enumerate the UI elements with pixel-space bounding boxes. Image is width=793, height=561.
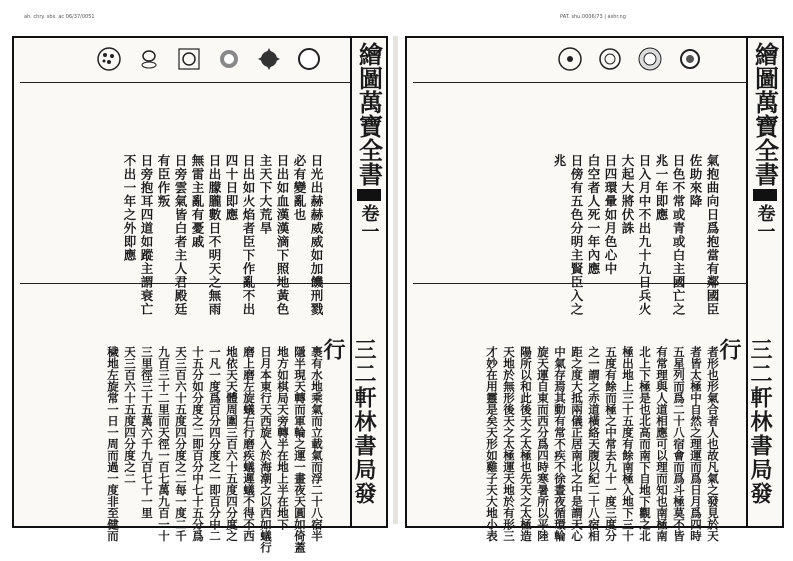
left-icon-row xyxy=(96,46,322,72)
left-top-col-11: 日旁抱耳四道如蹤主謂衰亡 xyxy=(139,154,154,316)
left-bottom-col-9: 天三百六十五度四分度之二每一度二千 xyxy=(174,346,188,542)
left-top-col-7: 日出朦朧數日不明天之無雨 xyxy=(207,154,222,316)
right-bottom-text-block xyxy=(466,290,738,542)
right-bottom-col-6: 極出地上三十五度有餘南極入地下三十 xyxy=(621,346,635,542)
right-top-col-7: 日四環暈如月色心中 xyxy=(603,154,618,276)
right-page xyxy=(405,36,784,542)
sun-ring-icon xyxy=(637,46,663,72)
right-icon-row xyxy=(557,46,703,72)
right-bottom-col-13: 天地於無形後天之太極運天地於有形三 xyxy=(502,346,516,542)
left-bottom-col-1: 裹有水地乘氣而立載氣而浮二十八宿半 xyxy=(310,346,324,542)
left-top-text-block xyxy=(104,90,342,316)
book-spine xyxy=(393,36,398,524)
right-bottom-col-5: 北上下極是也北高而南下自地下觀之北 xyxy=(638,346,652,542)
right-top-rule xyxy=(413,82,746,83)
right-bottom-col-10: 中氣存焉其動有常不疾不徐晝夜循環輪 xyxy=(553,346,567,542)
right-bottom-col-8: 之一謂之赤道橫絡天腹以紀二十八宿相 xyxy=(587,346,601,542)
left-black-block xyxy=(357,189,381,201)
left-bottom-col-11: 三里徑三十五萬六千九百七十一里 xyxy=(140,346,154,519)
left-top-col-6: 四十日即應 xyxy=(224,154,239,222)
left-top-col-2: 必有變亂也 xyxy=(292,154,307,222)
left-publisher-mark: 三二軒林書局發行 xyxy=(320,338,377,506)
sun-spots-icon xyxy=(557,46,583,72)
left-bottom-col-8: 十五分如分度之二即百分中七十五分爲 xyxy=(191,346,205,542)
right-header-text: PAT. shu.0006/73 | ashr.ng xyxy=(560,14,626,20)
left-bottom-text-block xyxy=(87,290,342,553)
right-top-text-block xyxy=(534,90,738,316)
right-top-col-9: 日傍有五色分明主賢臣入之 xyxy=(569,154,584,316)
sun-halo-icon xyxy=(136,46,162,72)
right-bottom-col-14: 才妙在用靈是矣天形如雞子天大地小表 xyxy=(485,346,499,542)
left-top-col-10: 有臣作叛 xyxy=(156,154,171,208)
right-top-col-4: 兆一年即應 xyxy=(654,154,669,222)
left-volume-label: 卷一 xyxy=(358,204,380,240)
sun-disc-icon xyxy=(296,46,322,72)
sun-face-icon xyxy=(597,46,623,72)
left-bottom-col-10: 九百三十二里而天徑一百七萬九百一十 xyxy=(157,346,171,542)
sun-rays-icon xyxy=(176,46,202,72)
sun-box-icon xyxy=(216,46,242,72)
right-title-text: 繪圖萬寶全書 xyxy=(750,42,780,186)
right-top-col-8: 白空者人死一年內應 xyxy=(586,154,601,276)
right-top-col-6: 大起大將伏誅 xyxy=(620,154,635,235)
left-top-col-3: 日出如血漢漢滴下照地黃色 xyxy=(275,154,290,316)
left-bottom-col-4: 日月本東行天西旋入於海潮之以西如蟻行 xyxy=(259,346,273,553)
right-bottom-col-4: 有常理與人道相應可以理而知也南極南 xyxy=(655,346,669,542)
left-bottom-col-7: 一凡一度爲百分四分度之一即百分中二 xyxy=(208,346,222,542)
left-top-col-9: 日旁雲氣皆白者主人君殿廷 xyxy=(173,154,188,316)
left-bottom-col-6: 地依天天體周圍三百六十五度四分度之 xyxy=(225,346,239,542)
right-bottom-col-3: 五星列而爲二十八宿會而爲斗極莫不皆 xyxy=(672,346,686,542)
left-bottom-col-3: 地方如棋局天旁轉半在地上半在地下 xyxy=(276,346,290,530)
right-bottom-col-9: 距之度大抵兩儀正居南北之中是謂天心 xyxy=(570,346,584,542)
left-top-col-5: 日出如火焰者臣下作亂不出 xyxy=(241,154,256,316)
sun-glow-icon xyxy=(677,46,703,72)
left-top-col-8: 無雷主亂有憂戚 xyxy=(190,154,205,249)
right-title-column xyxy=(748,42,782,240)
left-bottom-col-13: 穢地左旋常一日一周而過一度非至健而 xyxy=(106,346,120,542)
left-top-rule xyxy=(20,82,350,83)
left-title-text: 繪圖萬寶全書 xyxy=(354,42,384,186)
right-publisher-mark: 三二軒林書局發行 xyxy=(716,338,773,506)
left-bottom-col-5: 磨上磨左旋蟻右行磨疾蟻遲蟻不得不西 xyxy=(242,346,256,542)
right-black-block xyxy=(753,189,777,201)
right-bottom-col-11: 旋天運自東而西分爲四時寒暑所以平陸 xyxy=(536,346,550,542)
left-top-col-1: 日光出赫赫威威如加饑刑戮 xyxy=(309,154,324,316)
left-top-col-4: 主天下大荒旱 xyxy=(258,154,273,235)
right-top-col-10: 兆 xyxy=(552,154,567,168)
right-top-col-1: 氣抱曲向日爲抱當有鄰國臣 xyxy=(705,154,720,316)
right-bottom-col-7: 五度有餘而極之中常去九十一度三度分 xyxy=(604,346,618,542)
left-top-col-12: 不出一年之外即應 xyxy=(122,154,137,262)
right-top-col-2: 佐助來降 xyxy=(688,154,703,208)
right-bottom-col-1: 者形也形氣合者人也故凡氣之發見於天 xyxy=(706,346,720,542)
right-top-col-3: 日色不常或青或白主國亡之 xyxy=(671,154,686,316)
left-title-column xyxy=(352,42,386,240)
right-bottom-col-12: 陽所以和此後天之太極也先天之太極造 xyxy=(519,346,533,542)
right-bottom-col-2: 者皆太極中自然之理運而爲日月爲四時 xyxy=(689,346,703,542)
left-header-text: ah. chry. sbs. ac 06/37/0051 xyxy=(24,14,95,20)
left-bottom-col-2: 隱半現天轉而軍輪之運一畫夜天圓如倚蓋 xyxy=(293,346,307,553)
sun-flame-icon xyxy=(256,46,282,72)
left-bottom-col-12: 天三百六十五度四分度之二 xyxy=(123,346,137,484)
right-volume-label: 卷一 xyxy=(754,204,776,240)
sun-spots-icon xyxy=(96,46,122,72)
left-page xyxy=(12,36,388,553)
right-top-col-5: 日入月中不出九十九日兵火 xyxy=(637,154,652,316)
